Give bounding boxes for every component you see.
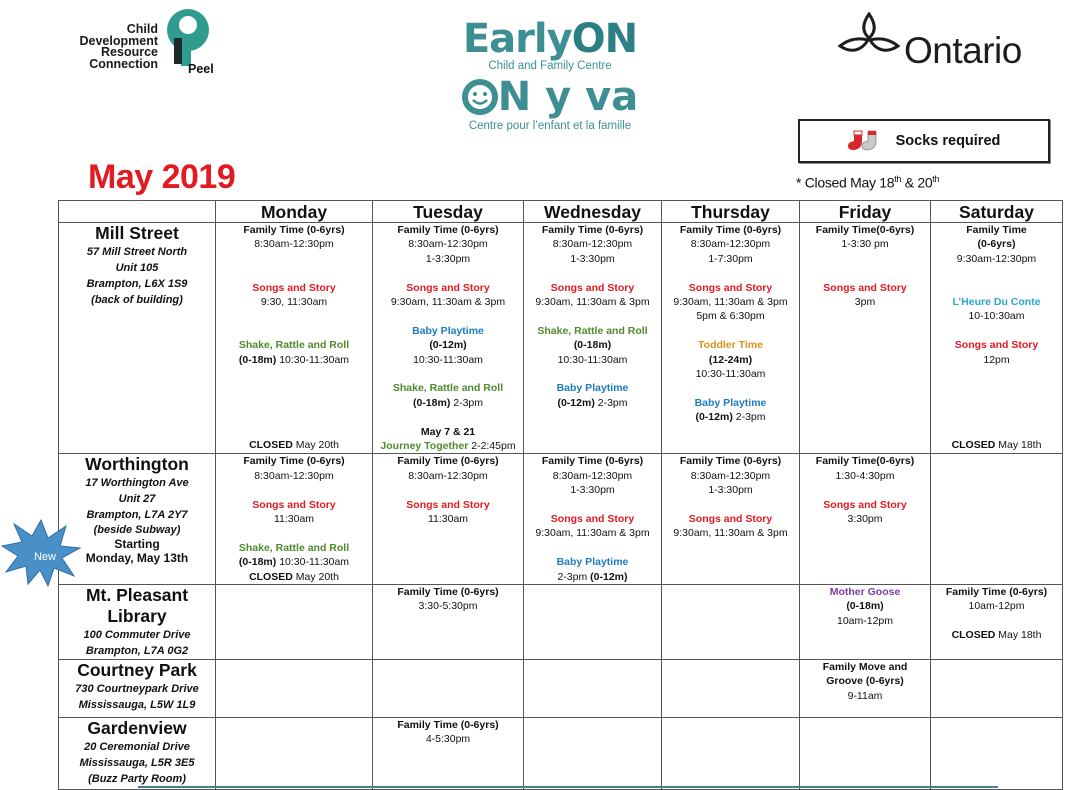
header-thursday: Thursday: [662, 201, 800, 223]
cell-garden-friday: [800, 718, 931, 790]
header-blank: [59, 201, 216, 223]
cdrc-figure-icon: [164, 8, 212, 66]
cell-mtp-wednesday: [524, 585, 662, 660]
socks-required-label: Socks required: [895, 133, 1001, 149]
cell-worth-thursday: Family Time (0-6yrs) 8:30am-12:30pm 1-3:30pm Songs and Story 9:30am, 11:30am & 3pm: [662, 454, 800, 585]
cell-mtp-friday: Mother Goose (0-18m) 10am-12pm: [800, 585, 931, 660]
location-worthington: Worthington 17 Worthington Ave Unit 27 Brampton, L7A 2Y7 (beside Subway) Starting Monday, May 13th: [59, 454, 216, 585]
cell-court-wednesday: [524, 660, 662, 718]
schedule-table: [58, 200, 1063, 790]
earlyon-subtitle: Child and Family Centre: [488, 60, 612, 72]
cell-court-monday: [216, 660, 373, 718]
header-friday: Friday: [800, 201, 931, 223]
cell-garden-wednesday: [524, 718, 662, 790]
cell-worth-wednesday: Family Time (0-6yrs) 8:30am-12:30pm 1-3:30pm Songs and Story 9:30am, 11:30am & 3pm Baby Playtime 2-3pm (0-12m): [524, 454, 662, 585]
cell-mtp-thursday: [662, 585, 800, 660]
new-badge-label: New: [33, 551, 57, 563]
cell-garden-thursday: [662, 718, 800, 790]
socks-icon: [848, 129, 886, 153]
row-mill-street: [59, 223, 1063, 454]
closed-dates-note: * Closed May 18th & 20th: [796, 174, 940, 191]
location-courtney-park: Courtney Park 730 Courtneypark Drive Mississauga, L5W 1L9: [59, 660, 216, 718]
socks-required-box: [798, 119, 1050, 163]
cell-garden-tuesday: Family Time (0-6yrs) 4-5:30pm: [373, 718, 524, 790]
header-tuesday: Tuesday: [373, 201, 524, 223]
cdrc-peel-logo: [60, 6, 230, 76]
cell-garden-saturday: [931, 718, 1063, 790]
cell-mill-saturday: Family Time (0-6yrs) 9:30am-12:30pm L’Heure Du Conte 10-10:30am Songs and Story 12pm CLOSED May 18th: [931, 223, 1063, 454]
header-monday: Monday: [216, 201, 373, 223]
cell-mtp-saturday: Family Time (0-6yrs) 10am-12pm CLOSED May 18th: [931, 585, 1063, 660]
row-mt-pleasant: [59, 585, 1063, 660]
earlyon-title: EarlyON: [462, 16, 638, 62]
row-courtney-park: [59, 660, 1063, 718]
cell-mill-tuesday: Family Time (0-6yrs) 8:30am-12:30pm 1-3:30pm Songs and Story 9:30am, 11:30am & 3pm Baby Playtime (0-12m) 10:30-11:30am Shake, Rattle and Roll (0-18m) 2-3pm May 7 & 21 Journey Together 2-2:45pm: [373, 223, 524, 454]
cell-mill-wednesday: Family Time (0-6yrs) 8:30am-12:30pm 1-3:30pm Songs and Story 9:30am, 11:30am & 3pm Shake, Rattle and Roll (0-18m) 10:30-11:30am Baby Playtime (0-12m) 2-3pm: [524, 223, 662, 454]
cdrc-peel-label: Peel: [188, 62, 214, 76]
cell-court-friday: Family Move and Groove (0-6yrs) 9-11am: [800, 660, 931, 718]
closed-mill-saturday: CLOSED May 18th: [951, 439, 1042, 452]
header-row: [59, 201, 1063, 223]
cdrc-wordmark: Child Development Resource Connection: [79, 22, 158, 71]
trillium-icon: [838, 12, 900, 62]
cell-worth-tuesday: Family Time (0-6yrs) 8:30am-12:30pm Songs and Story 11:30am: [373, 454, 524, 585]
onyva-title: N y va: [440, 74, 660, 120]
cell-mill-monday: Family Time (0-6yrs) 8:30am-12:30pm Songs and Story 9:30, 11:30am Shake, Rattle and Roll (0-18m) 10:30-11:30am CLOSED May 20th: [216, 223, 373, 454]
new-burst-icon: [0, 518, 82, 588]
cell-worth-saturday: [931, 454, 1063, 585]
location-gardenview: Gardenview 20 Ceremonial Drive Mississauga, L5R 3E5 (Buzz Party Room): [59, 718, 216, 790]
cell-mill-thursday: Family Time (0-6yrs) 8:30am-12:30pm 1-7:30pm Songs and Story 9:30am, 11:30am & 3pm 5pm & 6:30pm Toddler Time (12-24m) 10:30-11:30am Baby Playtime (0-12m) 2-3pm: [662, 223, 800, 454]
closed-mill-monday: CLOSED May 20th: [249, 439, 339, 452]
cell-mtp-tuesday: Family Time (0-6yrs) 3:30-5:30pm: [373, 585, 524, 660]
earlyon-logo: [440, 18, 660, 132]
location-mt-pleasant: Mt. Pleasant Library 100 Commuter Drive Brampton, L7A 0G2: [59, 585, 216, 660]
ontario-wordmark: Ontario: [904, 30, 1022, 71]
cell-mtp-monday: [216, 585, 373, 660]
page-title: May 2019: [88, 158, 236, 196]
row-gardenview: [59, 718, 1063, 790]
cell-court-tuesday: [373, 660, 524, 718]
header-saturday: Saturday: [931, 201, 1063, 223]
onyva-subtitle: Centre pour l’enfant et la famille: [468, 120, 632, 132]
header-wednesday: Wednesday: [524, 201, 662, 223]
smiley-o-icon: [462, 79, 498, 115]
ontario-logo: [838, 8, 1038, 78]
cell-worth-friday: Family Time(0-6yrs) 1:30-4:30pm Songs and Story 3:30pm: [800, 454, 931, 585]
row-worthington: [59, 454, 1063, 585]
cell-court-saturday: [931, 660, 1063, 718]
cell-mill-friday: Family Time(0-6yrs) 1-3:30 pm Songs and Story 3pm: [800, 223, 931, 454]
cell-garden-monday: [216, 718, 373, 790]
cell-court-thursday: [662, 660, 800, 718]
cell-worth-monday: Family Time (0-6yrs) 8:30am-12:30pm Songs and Story 11:30am Shake, Rattle and Roll (0-18m) 10:30-11:30am CLOSED May 20th: [216, 454, 373, 585]
location-mill-street: Mill Street 57 Mill Street North Unit 105 Brampton, L6X 1S9 (back of building): [59, 223, 216, 454]
